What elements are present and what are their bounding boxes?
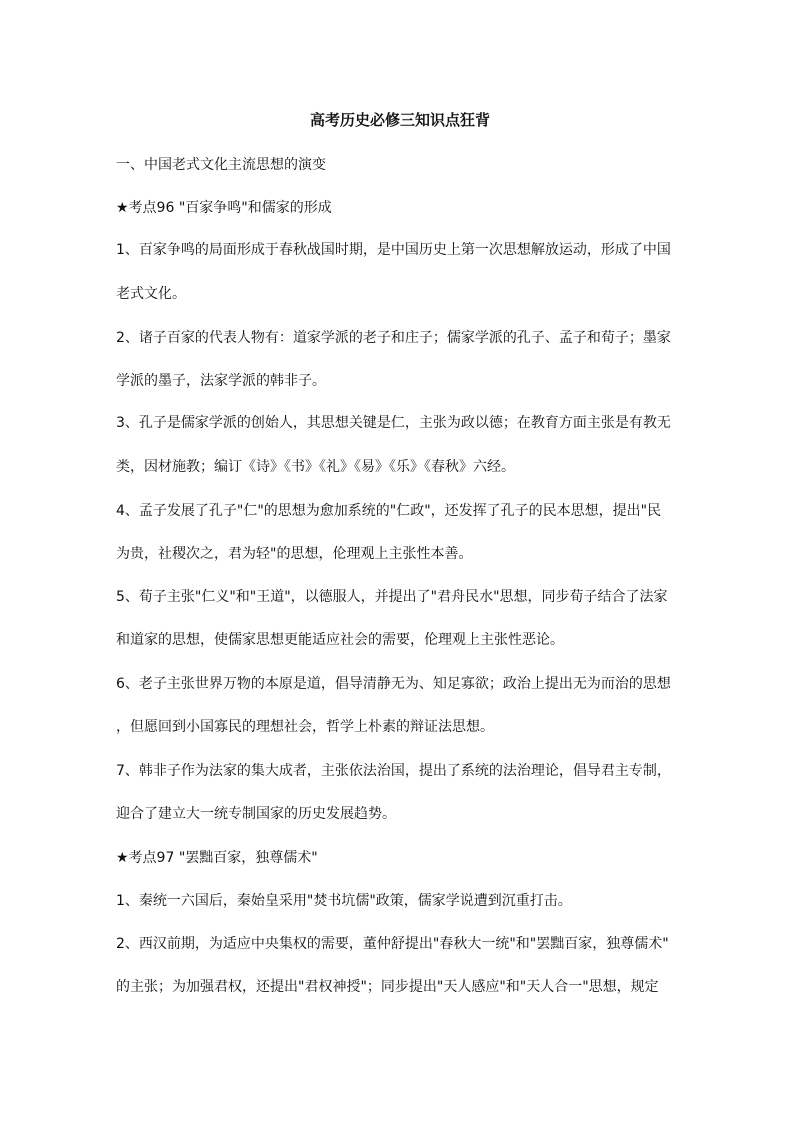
paragraph-line: 2、西汉前期，为适应中央集权的需要，董仲舒提出"春秋大一统"和"罢黜百家，独尊儒术" bbox=[116, 936, 669, 952]
paragraph-line: 的主张；为加强君权，还提出"君权神授"；同步提出"天人感应"和"天人合一"思想，规定 bbox=[116, 979, 659, 995]
paragraph-line: 迎合了建立大一统专制国家的历史发展趋势。 bbox=[116, 806, 396, 822]
paragraph-line: 学派的墨子，法家学派的韩非子。 bbox=[116, 373, 326, 389]
paragraph-line: 2、诸子百家的代表人物有：道家学派的老子和庄子；儒家学派的孔子、孟子和荀子；墨家 bbox=[116, 330, 671, 346]
paragraph-line: 1、秦统一六国后，秦始皇采用"焚书坑儒"政策，儒家学说遭到沉重打击。 bbox=[116, 893, 572, 909]
paragraph-line: ，但愿回到小国寡民的理想社会，哲学上朴素的辩证法思想。 bbox=[116, 719, 494, 735]
paragraph-line: 类，因材施教；编订《诗》《书》《礼》《易》《乐》《春秋》六经。 bbox=[116, 459, 515, 475]
paragraph-line: 为贵，社稷次之，君为轻"的思想，伦理观上主张性本善。 bbox=[116, 546, 473, 562]
topic-heading: ★考点97 "罢黜百家，独尊儒术" bbox=[116, 850, 318, 866]
paragraph-line: 7、韩非子作为法家的集大成者，主张依法治国，提出了系统的法治理论，倡导君主专制， bbox=[116, 763, 671, 779]
paragraph-line: 4、孟子发展了孔子"仁"的思想为愈加系统的"仁政"，还发挥了孔子的民本思想，提出"民 bbox=[116, 503, 662, 519]
paragraph-line: 1、百家争鸣的局面形成于春秋战国时期，是中国历史上第一次思想解放运动，形成了中国 bbox=[116, 242, 671, 258]
paragraph-line: 5、荀子主张"仁义"和"王道"，以德服人，并提出了"君舟民水"思想，同步荀子结合了法家 bbox=[116, 589, 668, 605]
paragraph-line: 和道家的思想，使儒家思想更能适应社会的需要，伦理观上主张性恶论。 bbox=[116, 632, 564, 648]
paragraph-line: 3、孔子是儒家学派的创始人，其思想关键是仁，主张为政以德；在教育方面主张是有教无 bbox=[116, 415, 671, 431]
paragraph-line: 6、老子主张世界万物的本原是道，倡导清静无为、知足寡欲；政治上提出无为而治的思想 bbox=[116, 676, 671, 692]
section-heading: 一、中国老式文化主流思想的演变 bbox=[116, 157, 326, 173]
topic-heading: ★考点96 "百家争鸣"和儒家的形成 bbox=[116, 200, 332, 216]
paragraph-line: 老式文化。 bbox=[116, 286, 186, 302]
document-title: 高考历史必修三知识点狂背 bbox=[309, 111, 490, 129]
